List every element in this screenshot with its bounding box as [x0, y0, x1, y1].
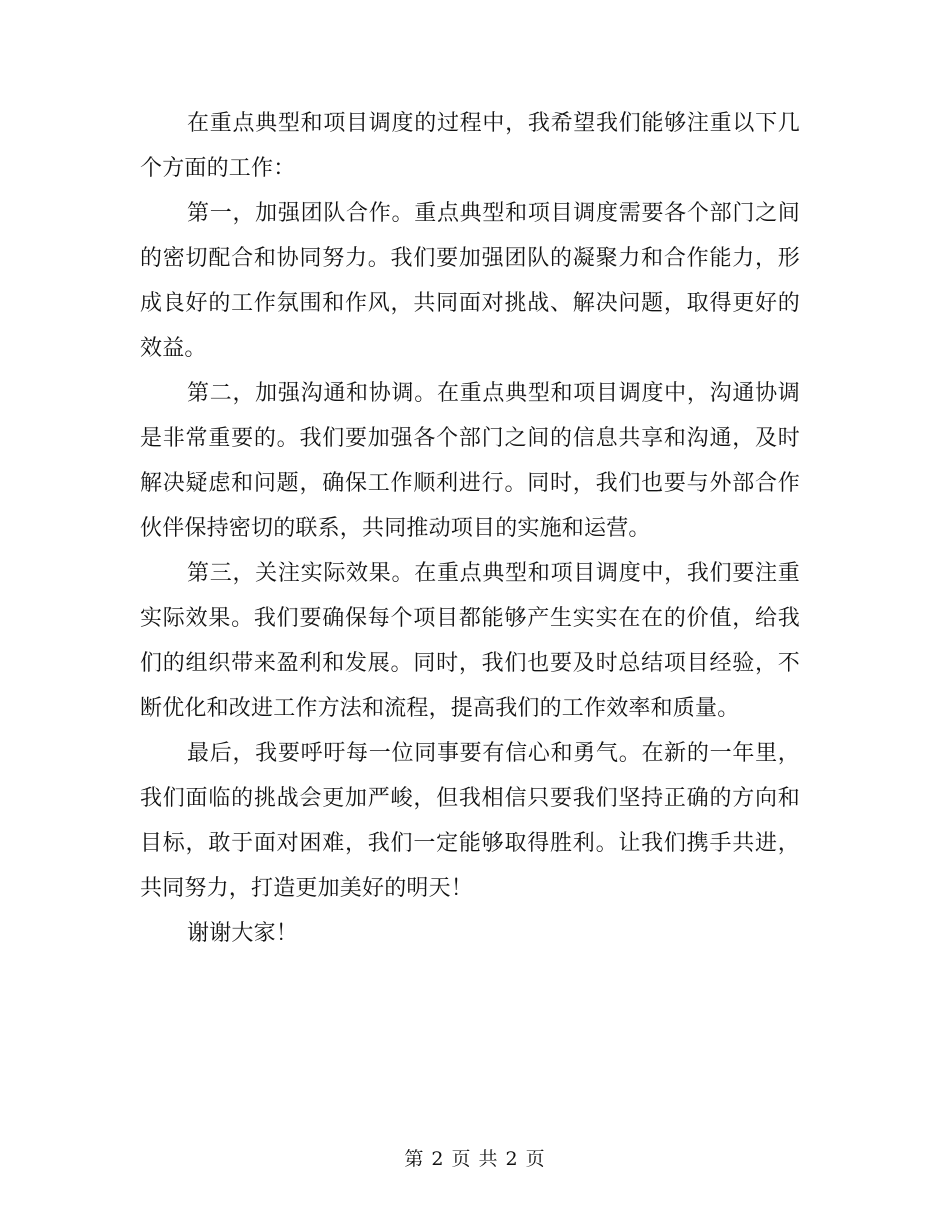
- document-body: [140, 101, 800, 956]
- paragraph-teamwork: 第一，加强团队合作。重点典型和项目调度需要各个部门之间的密切配合和协同努力。我们要加强团队的凝聚力和合作能力，形成良好的工作氛围和作风，共同面对挑战、解决问题，取得更好的效益。: [140, 201, 800, 361]
- paragraph-thanks: 谢谢大家！: [187, 921, 299, 946]
- paragraph-intro: 在重点典型和项目调度的过程中，我希望我们能够注重以下几个方面的工作：: [140, 111, 800, 181]
- paragraph-communication: 第二，加强沟通和协调。在重点典型和项目调度中，沟通协调是非常重要的。我们要加强各个部门之间的信息共享和沟通，及时解决疑虑和问题，确保工作顺利进行。同时，我们也要与外部合作伙伴保持密切的联系，共同推动项目的实施和运营。: [140, 381, 800, 541]
- page-number-footer: 第 2 页 共 2 页: [404, 1148, 546, 1170]
- paragraph-results: 第三，关注实际效果。在重点典型和项目调度中，我们要注重实际效果。我们要确保每个项目都能够产生实实在在的价值，给我们的组织带来盈利和发展。同时，我们也要及时总结项目经验，不断优化和改进工作方法和流程，提高我们的工作效率和质量。: [140, 561, 800, 721]
- paragraph-closing: 最后，我要呼吁每一位同事要有信心和勇气。在新的一年里，我们面临的挑战会更加严峻，但我相信只要我们坚持正确的方向和目标，敢于面对困难，我们一定能够取得胜利。让我们携手共进，共同努力，打造更加美好的明天！: [140, 741, 800, 901]
